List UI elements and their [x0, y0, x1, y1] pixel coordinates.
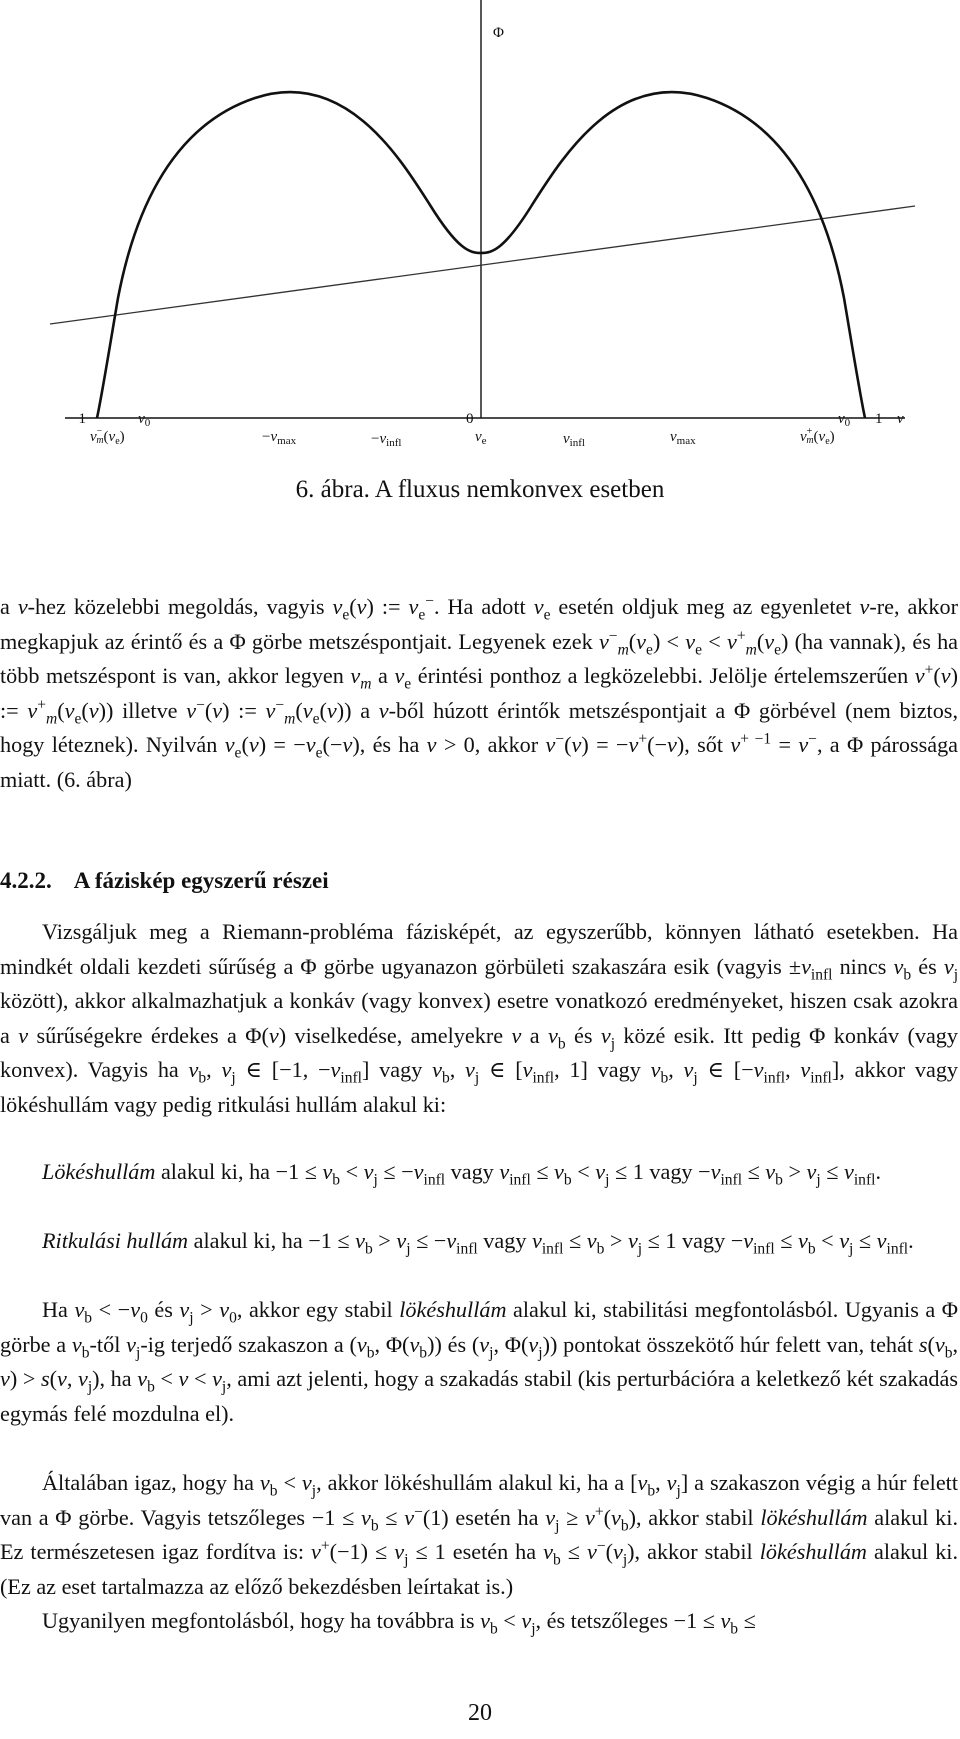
tick-one: 1 — [875, 411, 883, 427]
tangent-line — [50, 206, 915, 324]
label-vmax: $v_{max}$ — [670, 429, 696, 447]
label-vinfl: $v_{infl}$ — [563, 431, 585, 449]
paragraph-2: Vizsgáljuk meg a Riemann-probléma fázisképét, az egyszerűbb, könnyen látható esetekben. Ha mindkét oldali kezdeti sűrűség a Φ görbe ugyanazon görbületi szakaszára esik (vagyis $\pm v_{infl}$ nincs $v_b$ és $v_j$ között), akkor alkalmazhatjuk a konkáv (vagy konvex) esetre vonatkozó eredményeket, hiszen csak azokra a v sűrűségekre érdekes a Φ(v) viselkedése, amelyekre v a $v_b$ és $v_j$ közé esik. Itt pedig Φ konkáv (vagy konvex). Vagyis ha $v_b$, $v_j$ ∈ [−1, $-v_{infl}$] vagy $v_b$, $v_j$ ∈ [$v_{infl}$, 1] vagy $v_b$, $v_j$ ∈ [$-v_{infl}$, $v_{infl}$], akkor vagy lökéshullám vagy pedig ritkulási hullám alakul ki: — [0, 919, 959, 1117]
paragraph-4: Ritkulási hullám alakul ki, ha $-1 \le v_b > v_j \le -v_{infl}$ vagy $v_{infl} \le v_b > v_j \le 1$ vagy $-v_{infl} \le v_b < v_j \le v_{infl}$. — [42, 1228, 914, 1258]
axis-var-v: v — [897, 411, 904, 427]
label-minus-vmax: $-v_{max}$ — [262, 429, 297, 447]
label-minus-vinfl: $-v_{infl}$ — [371, 431, 402, 449]
section-heading — [0, 868, 329, 894]
flux-figure — [0, 0, 960, 455]
label-ve: $v_e$ — [475, 429, 487, 447]
tick-v0: $v_0$ — [838, 411, 851, 429]
paragraph-6: Általában igaz, hogy ha $v_b < v_j$, akkor lökéshullám alakul ki, ha a [$v_b$, $v_j$] a szakaszon végig a húr felett van a Φ görbe. Vagyis tetszőleges $-1 \le v_b \le v^-(1)$ esetén ha $v_j \ge v^+(v_b)$, akkor stabil lökéshullám alakul ki. Ez természetesen igaz fordítva is: $v^+(-1) \le v_j \le 1$ esetén ha $v_b \le v^-(v_j)$, akkor stabil lökéshullám alakul ki. (Ez az eset tartalmazza az előző bekezdésben leírtakat is.) — [0, 1470, 959, 1599]
section-title: A fáziskép egyszerű részei — [73, 868, 329, 893]
tick-minus-v0: $-v_0$ — [128, 411, 151, 429]
section-number: 4.2.2. — [0, 868, 52, 893]
paragraph-1: a v-hez közelebbi megoldás, vagyis $v_e(v)$ := $v_e^-$. Ha adott $v_e$ esetén oldjuk meg az egyenletet v-re, akkor megkapjuk az érintő és a Φ görbe metszéspontjait. Legyenek ezek $v^-_m(v_e) < v_e < v^+_m(v_e)$ (ha vannak), és ha több metszéspont is van, akkor legyen $v_m$ a $v_e$ érintési ponthoz a legközelebbi. Jelölje értelemszerűen v+(v) := $v^+_m(v_e(v))$ illetve v−(v) := $v^-_m(v_e(v))$ a v-ből húzott érintők metszéspontjait a Φ görbével (nem biztos, hogy léteznek). Nyilván $v_e(v) = -v_e(-v)$, és ha v > 0, akkor v−(v) = −v+(−v), sőt $v^{+ -1} = v^-$, a Φ párossága miatt. (6. ábra) — [0, 592, 959, 792]
page-number: 20 — [468, 1700, 492, 1726]
label-vm-plus: v+ $m(v_e)$ — [800, 426, 835, 447]
tick-zero: 0 — [466, 411, 474, 427]
paragraph-7: Ugyanilyen megfontolásból, hogy ha továbbra is $v_b < v_j$, és tetszőleges $-1 \le v_b$ ≤ — [42, 1608, 756, 1638]
phi-axis-label: Φ — [493, 25, 504, 41]
tick-minus-one: −1 — [70, 411, 86, 427]
paragraph-3: Lökéshullám alakul ki, ha $-1 \le v_b < v_j \le -v_{infl}$ vagy $v_{infl} \le v_b < v_j \le 1$ vagy $-v_{infl} \le v_b > v_j \le v_{infl}$. — [42, 1159, 881, 1189]
label-vm-minus: v− $m(v_e)$ — [90, 426, 125, 447]
figure-caption: 6. ábra. A fluxus nemkonvex esetben — [295, 476, 665, 503]
paragraph-5: Ha $v_b < -v_0$ és $v_j > v_0$, akkor egy stabil lökéshullám alakul ki, stabilitási megfontolásból. Ugyanis a Φ görbe a $v_b$-től $v_j-ig$ terjedő szakaszon a ($v_b$, $\Phi(v_b)$) és ($v_j$, $\Phi(v_j)$) pontokat összekötő húr felett van, tehát $s(v_b$, v) > s(v, $v_j$), ha $v_b < v < v_j$, ami azt jelenti, hogy a szakadás stabil (kis perturbációra a keletkező két szakadás egymás felé mozdulna el). — [0, 1297, 959, 1426]
